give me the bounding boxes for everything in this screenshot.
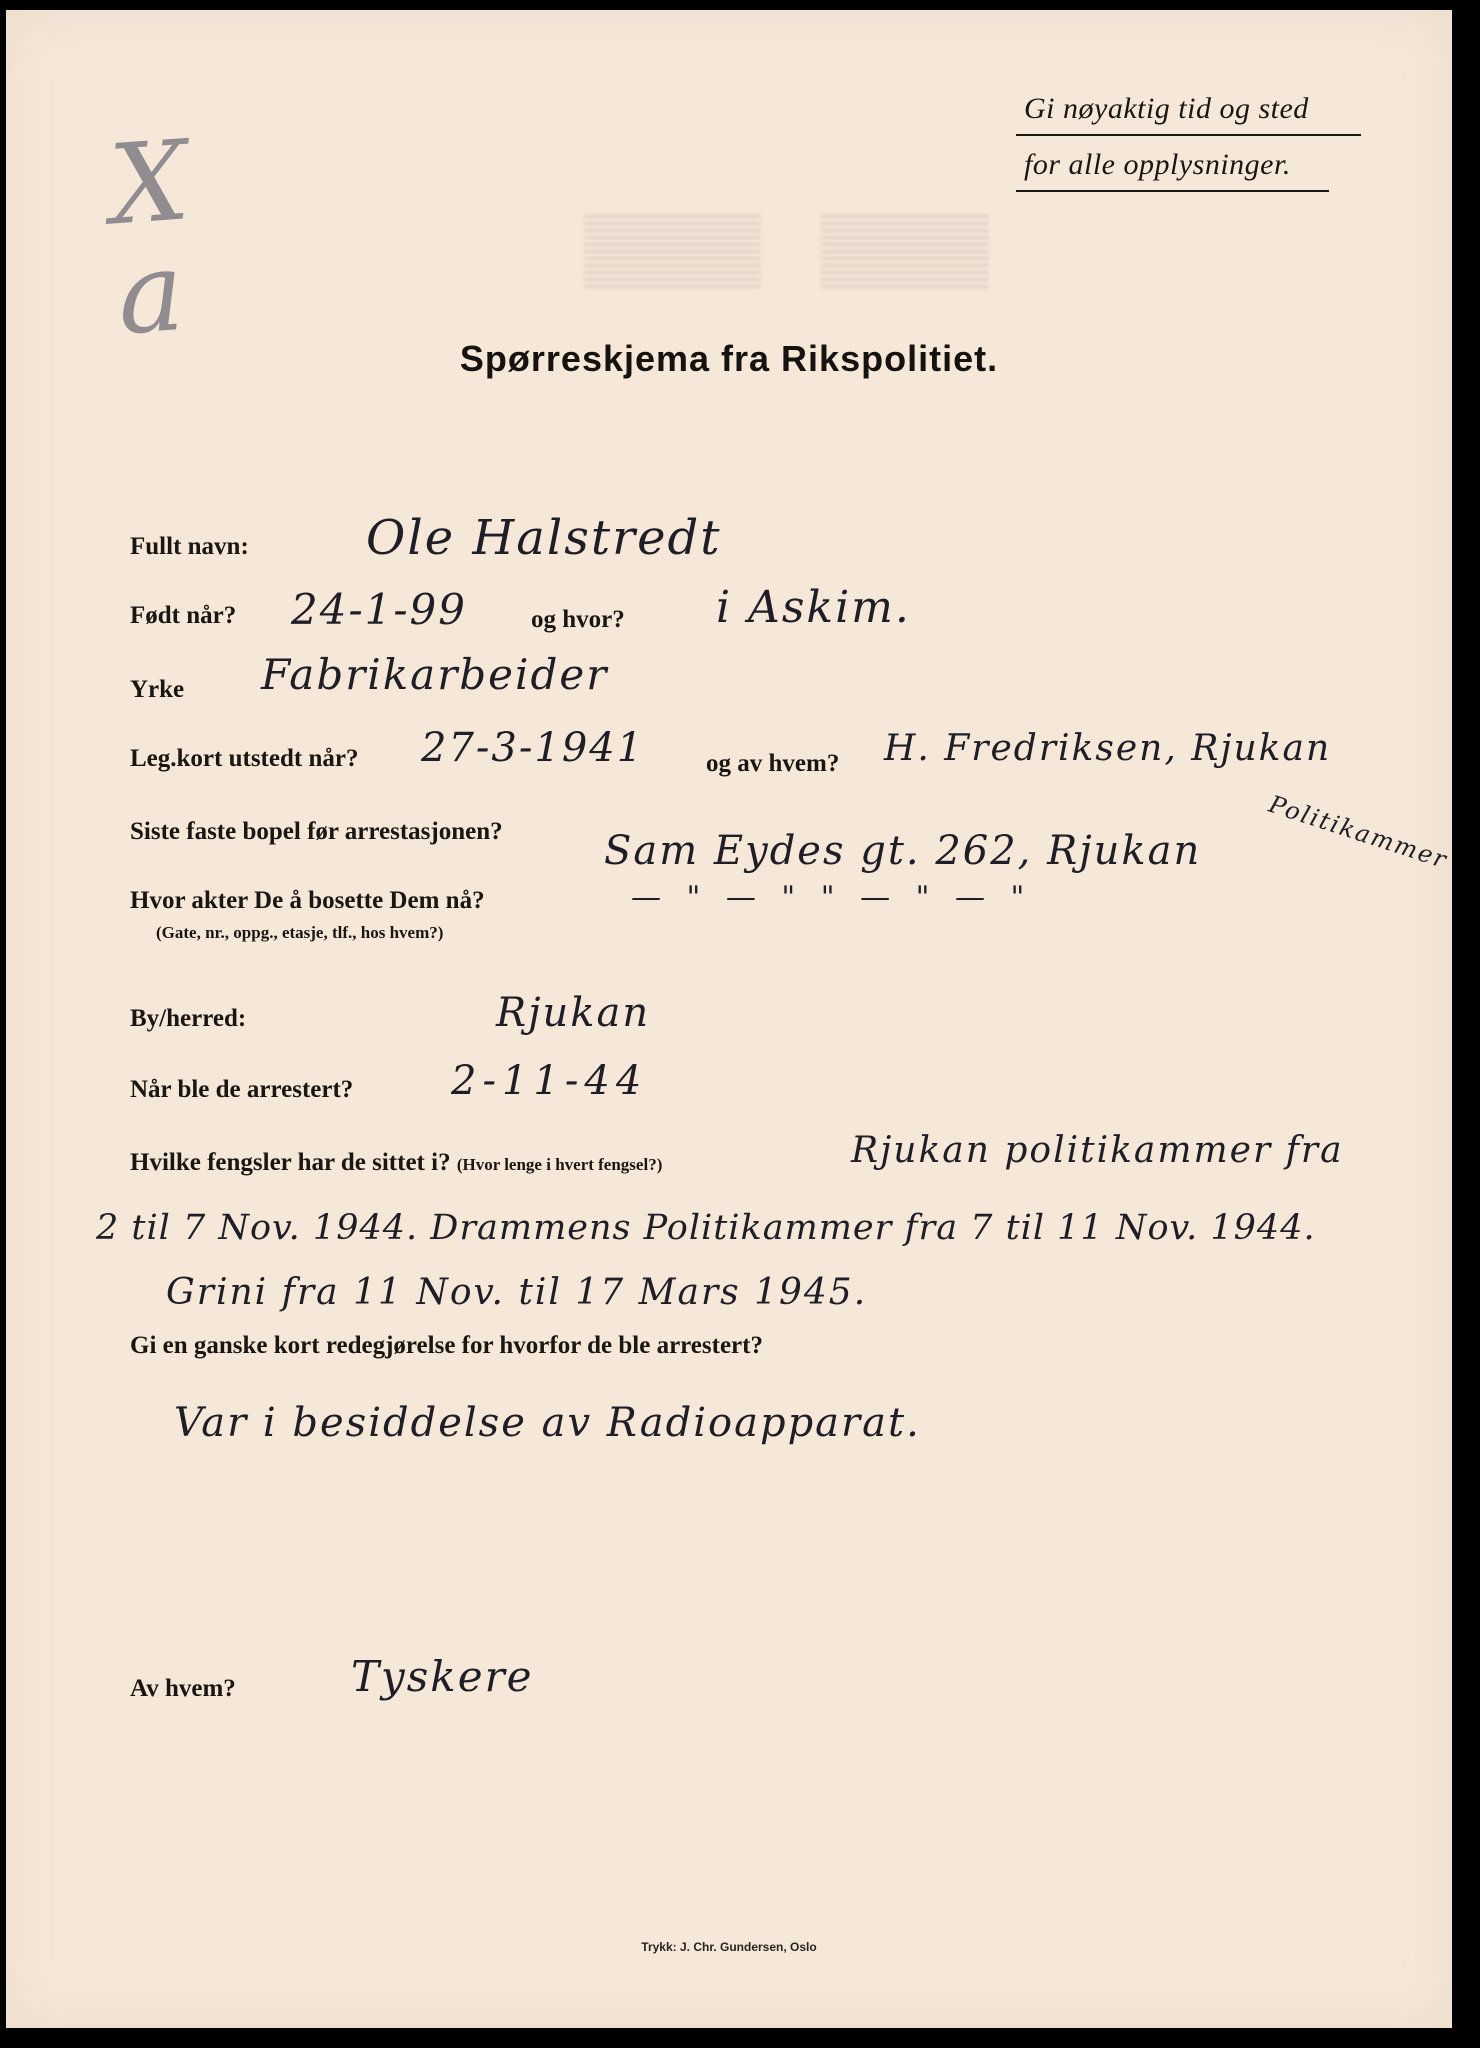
form-title: Spørreskjema fra Rikspolitiet. bbox=[459, 338, 999, 379]
instruction-line-2: for alle opplysninger. bbox=[1016, 146, 1329, 192]
printer-imprint: Trykk: J. Chr. Gundersen, Oslo bbox=[641, 1940, 817, 1954]
reason-value: Var i besiddelse av Radioapparat. bbox=[174, 1400, 921, 1446]
by-whom-label: Av hvem? bbox=[130, 1675, 236, 1702]
prisons-value-line-2: 2 til 7 Nov. 1944. Drammens Politikammer fra 7 til 11 Nov. 1944. bbox=[96, 1208, 1316, 1248]
by-whom-value: Tyskere bbox=[351, 1652, 534, 1701]
arrest-date-value: 2-11-44 bbox=[451, 1058, 648, 1104]
name-value: Ole Halstredt bbox=[366, 510, 722, 566]
residence-label: Siste faste bopel før arrestasjonen? bbox=[130, 818, 503, 845]
id-card-label: Leg.kort utstedt når? bbox=[130, 745, 359, 772]
settle-sublabel: (Gate, nr., oppg., etasje, tlf., hos hvem?) bbox=[156, 923, 444, 942]
birthplace-value: i Askim. bbox=[716, 582, 911, 633]
born-value: 24-1-99 bbox=[291, 585, 467, 634]
issuer-label: og av hvem? bbox=[706, 750, 840, 777]
occupation-value: Fabrikarbeider bbox=[261, 650, 609, 699]
settle-value: — " — " " — " — " bbox=[631, 880, 1033, 915]
prisons-value-line-1: Rjukan politikammer fra bbox=[851, 1130, 1344, 1171]
arrest-date-label: Når ble de arrestert? bbox=[130, 1076, 354, 1103]
reason-label: Gi en ganske kort redegjørelse for hvorfor de ble arrestert? bbox=[130, 1332, 763, 1359]
residence-value: Sam Eydes gt. 262, Rjukan bbox=[604, 828, 1202, 874]
form-page bbox=[6, 10, 1452, 2028]
city-value: Rjukan bbox=[496, 990, 651, 1036]
prisons-sublabel: (Hvor lenge i hvert fengsel?) bbox=[456, 1155, 663, 1174]
occupation-label: Yrke bbox=[130, 676, 185, 703]
handwritten-corner-mark: X a bbox=[105, 115, 199, 360]
name-label: Fullt navn: bbox=[130, 533, 249, 560]
prisons-label bbox=[130, 1149, 662, 1177]
prisons-question: Hvilke fengsler har de sittet i? bbox=[130, 1149, 451, 1176]
instruction-line-1: Gi nøyaktig tid og sted bbox=[1016, 90, 1361, 136]
city-label: By/herred: bbox=[130, 1005, 247, 1032]
born-label: Født når? bbox=[130, 602, 237, 629]
prisons-value-line-3: Grini fra 11 Nov. til 17 Mars 1945. bbox=[166, 1272, 868, 1313]
instruction-note bbox=[1016, 90, 1361, 202]
issuer-value: H. Fredriksen, Rjukan bbox=[884, 728, 1332, 769]
id-card-date-value: 27-3-1941 bbox=[421, 725, 645, 771]
birthplace-label: og hvor? bbox=[531, 606, 625, 633]
issuer-value-continued: Politikammer bbox=[1265, 790, 1452, 875]
settle-label: Hvor akter De å bosette Dem nå? bbox=[130, 887, 485, 914]
